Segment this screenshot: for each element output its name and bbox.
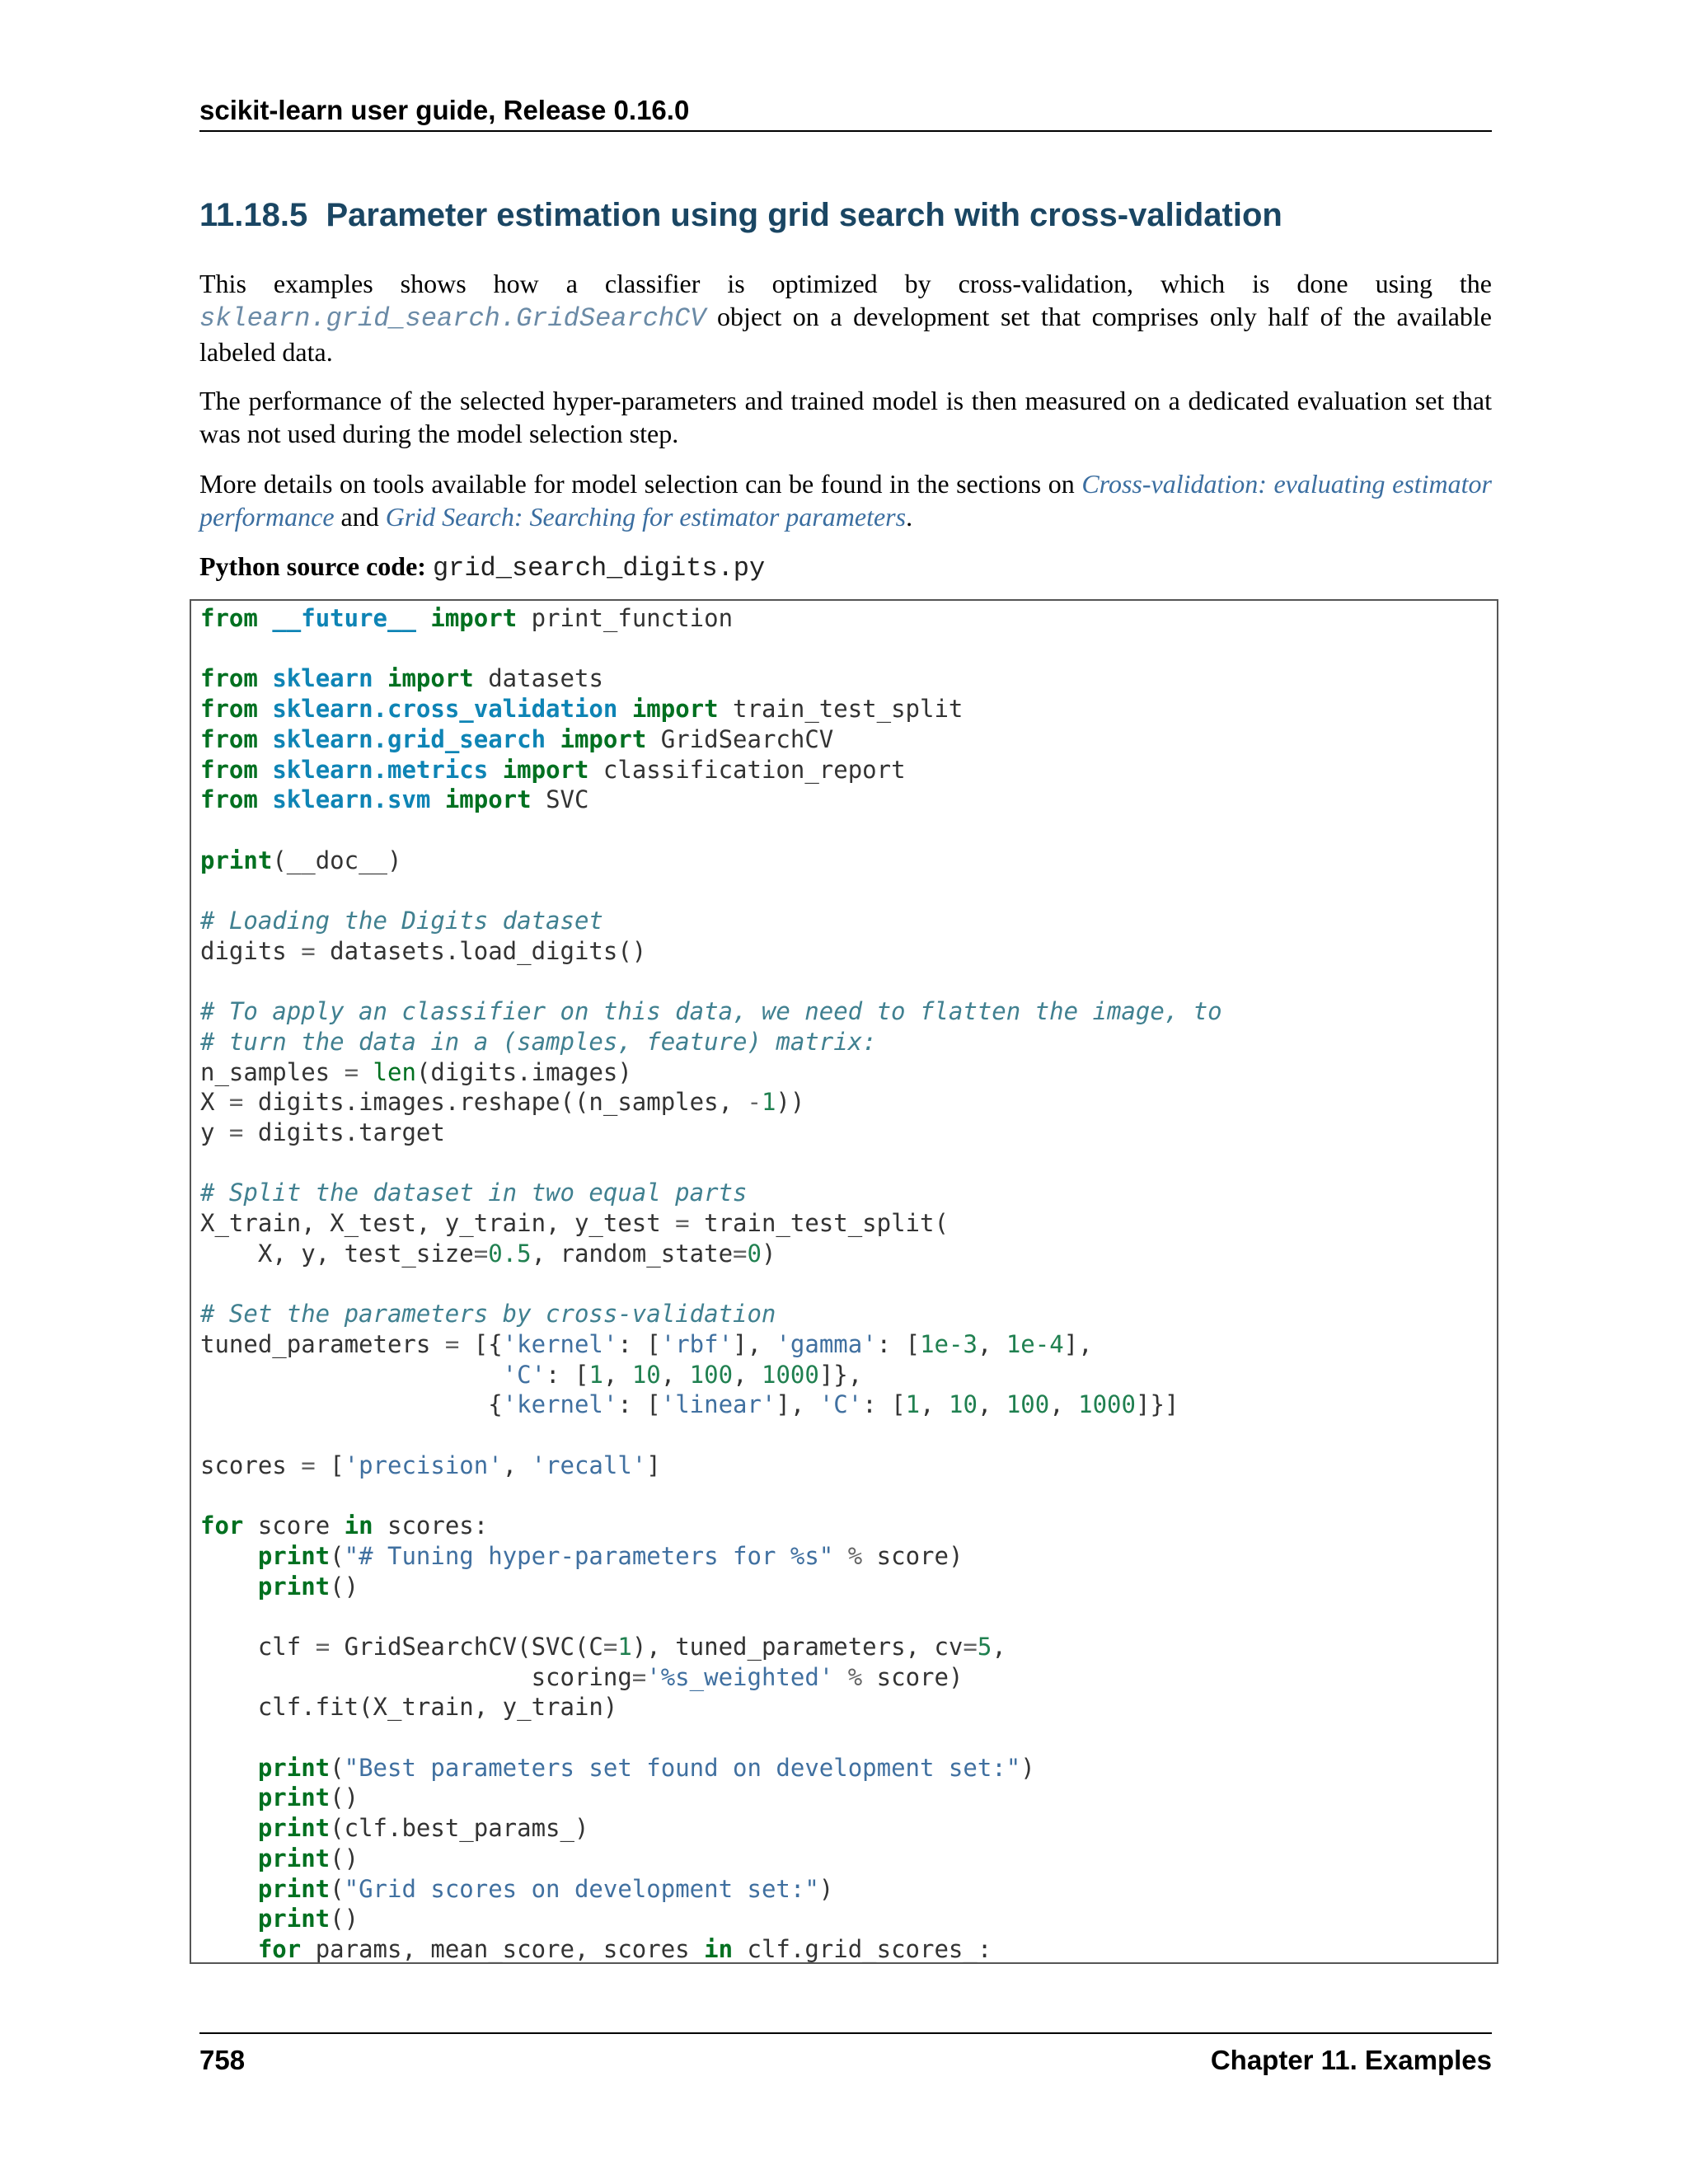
keyword: from — [200, 755, 258, 784]
keyword: import — [430, 604, 518, 632]
code-line — [200, 1361, 862, 1389]
code-text: X — [200, 1088, 229, 1117]
code-text: scores: — [373, 1511, 489, 1540]
string: 'gamma' — [776, 1329, 877, 1358]
code-text: ]}] — [1135, 1390, 1179, 1419]
operator: % — [847, 1662, 863, 1691]
code-text: : [ — [862, 1390, 906, 1419]
keyword: for — [200, 1511, 244, 1540]
code-text: digits — [200, 936, 302, 965]
string: 'C' — [502, 1360, 546, 1389]
keyword: import — [631, 695, 719, 724]
number: 1e-3 — [920, 1329, 978, 1358]
code-text: (digits.images) — [415, 1057, 632, 1086]
code-line — [200, 1693, 617, 1721]
module-name: sklearn — [272, 664, 373, 693]
code-text: { — [200, 1390, 503, 1419]
code-text: , random_state — [531, 1239, 734, 1268]
keyword: print — [257, 1844, 331, 1872]
code-text: clf.grid_scores_: — [733, 1934, 992, 1963]
operator: = — [963, 1632, 978, 1661]
code-line — [200, 785, 588, 813]
code-text: , — [977, 1390, 1006, 1419]
code-line — [200, 664, 603, 692]
code-block — [190, 599, 1498, 1964]
module-name: __future__ — [272, 604, 416, 632]
code-line — [200, 604, 733, 632]
code-text: tuned_parameters — [200, 1329, 445, 1358]
code-text: datasets — [473, 664, 603, 693]
code-text: : [ — [876, 1329, 921, 1358]
code-line — [200, 756, 906, 784]
code-text — [833, 1542, 847, 1570]
code-text — [200, 1905, 258, 1933]
code-text: y — [200, 1118, 229, 1146]
keyword: for — [257, 1934, 302, 1963]
code-line — [200, 1844, 359, 1872]
string: "# Tuning hyper-parameters for %s" — [344, 1541, 834, 1570]
code-text: (clf.best_params_) — [330, 1814, 589, 1843]
code-text: , — [502, 1451, 532, 1479]
code-text: clf.fit(X_train, y_train) — [200, 1693, 618, 1722]
code-line — [200, 1028, 877, 1056]
string: 'linear' — [660, 1390, 776, 1419]
code-text: ] — [646, 1451, 661, 1479]
number: 10 — [948, 1390, 978, 1419]
operator: = — [344, 1057, 359, 1086]
code-text — [833, 1663, 847, 1691]
keyword: from — [200, 724, 258, 753]
code-text: GridSearchCV(SVC(C — [330, 1632, 603, 1661]
string: 'rbf' — [660, 1329, 734, 1358]
code-text: X_train, X_test, y_train, y_test — [200, 1209, 676, 1238]
code-text: score) — [862, 1662, 964, 1691]
code-text: params, mean_score, scores — [301, 1934, 705, 1963]
code-text: ) — [818, 1874, 834, 1903]
keyword: print — [257, 1572, 331, 1601]
code-line — [200, 846, 401, 874]
performance-text: The performance of the selected hyper-parameters and trained model is then measured on a dedicated evaluation set that was not used during the model selection step. — [199, 386, 1492, 448]
code-text — [258, 785, 272, 813]
keyword: print — [257, 1753, 331, 1782]
comment: # Set the parameters by cross-validation — [200, 1300, 776, 1329]
keyword: from — [200, 604, 258, 632]
code-text — [430, 785, 444, 813]
code-text: classification_report — [588, 755, 906, 784]
string: "Grid scores on development set:" — [344, 1874, 819, 1903]
code-text: clf — [200, 1632, 316, 1661]
code-text: ) — [1020, 1753, 1035, 1782]
code-text — [258, 695, 272, 723]
code-text: , — [603, 1360, 632, 1389]
code-text: digits.target — [243, 1118, 445, 1146]
comment: # To apply an classifier on this data, we need to flatten the image, to — [200, 997, 1222, 1026]
operator: % — [847, 1541, 863, 1570]
number: 100 — [689, 1360, 734, 1389]
code-text: , — [733, 1360, 762, 1389]
number: 100 — [1006, 1390, 1050, 1419]
code-text: SVC — [531, 785, 589, 814]
keyword: print — [257, 1814, 331, 1843]
code-text: n_samples — [200, 1057, 345, 1086]
page-header — [199, 92, 1492, 132]
operator: = — [675, 1209, 690, 1238]
operator: = — [444, 1329, 460, 1358]
builtin: len — [373, 1057, 416, 1086]
number: 5 — [977, 1632, 992, 1661]
code-text — [200, 1542, 258, 1570]
details-text-2: and — [334, 502, 386, 532]
number: 10 — [631, 1360, 661, 1389]
code-text — [200, 1572, 258, 1601]
operator: = — [228, 1088, 244, 1117]
comment: # Split the dataset in two equal parts — [200, 1179, 748, 1207]
code-text: ]}, — [818, 1360, 863, 1389]
code-line — [200, 1088, 804, 1116]
string: 'kernel' — [502, 1329, 618, 1358]
code-text — [488, 756, 502, 784]
grid-search-link[interactable]: Grid Search: Searching for estimator parameters — [385, 502, 907, 532]
code-text — [258, 604, 272, 632]
section-heading-text: Parameter estimation using grid search with cross-validation — [326, 197, 1282, 233]
code-text — [373, 664, 387, 692]
operator: = — [603, 1632, 618, 1661]
keyword: import — [560, 724, 647, 753]
code-text: , — [920, 1390, 949, 1419]
code-text — [359, 1058, 373, 1086]
code-text: )) — [776, 1088, 805, 1117]
operator: = — [631, 1662, 647, 1691]
code-text — [617, 695, 631, 723]
details-text-1: More details on tools available for model selection can be found in the sections on — [199, 469, 1082, 499]
intro-text-2: object on a development set that comprises only half of the available labeled data. — [199, 302, 1492, 367]
code-listing — [191, 601, 1497, 1964]
page-number: 758 — [199, 2045, 246, 2075]
code-text: scoring — [200, 1662, 632, 1691]
code-text: : [ — [617, 1390, 661, 1419]
code-text: , — [660, 1360, 690, 1389]
source-label: Python source code: — [199, 551, 426, 581]
operator: = — [315, 1632, 331, 1661]
code-line — [200, 1209, 949, 1237]
string: 'precision' — [344, 1451, 503, 1479]
code-text — [258, 756, 272, 784]
string: "Best parameters set found on development set:" — [344, 1753, 1021, 1782]
code-text: datasets.load_digits() — [315, 936, 647, 965]
code-line — [200, 937, 646, 965]
code-text: ], — [733, 1329, 776, 1358]
comment: # turn the data in a (samples, feature) matrix: — [200, 1027, 877, 1056]
running-title: scikit-learn user guide, Release 0.16.0 — [199, 95, 690, 125]
module-name: sklearn.grid_search — [272, 724, 546, 753]
code-text: train_test_split( — [689, 1209, 949, 1238]
string: '%s_weighted' — [646, 1662, 834, 1691]
operator: = — [473, 1239, 489, 1268]
keyword: from — [200, 785, 258, 814]
code-line — [200, 1451, 661, 1479]
number: 1e-4 — [1006, 1329, 1064, 1358]
code-text: : [ — [546, 1360, 589, 1389]
keyword: in — [344, 1511, 373, 1540]
operator: = — [301, 1451, 316, 1479]
code-text: X, y, test_size — [200, 1239, 474, 1268]
code-line — [200, 1633, 1006, 1661]
code-line — [200, 1542, 963, 1570]
code-text: (__doc__) — [272, 846, 402, 874]
code-text — [416, 604, 430, 632]
code-line — [200, 1330, 1093, 1358]
details-text-3: . — [906, 502, 913, 532]
code-text: , — [977, 1329, 1006, 1358]
code-text: ( — [330, 1541, 345, 1570]
page-footer — [199, 2032, 1492, 2079]
code-text: digits.images.reshape((n_samples, — [243, 1088, 748, 1117]
intro-paragraph — [199, 267, 1492, 368]
code-text: ], — [776, 1390, 819, 1419]
keyword: print — [257, 1541, 331, 1570]
keyword: print — [200, 846, 273, 874]
code-line — [200, 695, 963, 723]
number: 1 — [588, 1360, 603, 1389]
code-line — [200, 1814, 588, 1842]
number: 0 — [747, 1239, 762, 1268]
comment: # Loading the Digits dataset — [200, 907, 603, 935]
keyword: print — [257, 1783, 331, 1812]
code-line — [200, 997, 1222, 1025]
intro-text-1: This examples shows how a classifier is optimized by cross-validation, which is done using the — [199, 269, 1492, 298]
number: 0.5 — [488, 1239, 532, 1268]
code-line — [200, 1754, 1035, 1782]
section-title — [199, 193, 1492, 237]
code-line — [200, 1572, 359, 1601]
performance-paragraph — [199, 384, 1492, 450]
keyword: in — [704, 1934, 734, 1963]
code-line — [200, 1240, 776, 1268]
code-line — [200, 907, 603, 935]
operator: = — [733, 1239, 748, 1268]
code-text: : [ — [617, 1329, 661, 1358]
string: 'kernel' — [502, 1390, 618, 1419]
code-text: [ — [315, 1451, 345, 1479]
string: 'C' — [818, 1390, 863, 1419]
code-text: ( — [330, 1874, 345, 1903]
code-line — [200, 1663, 963, 1691]
operator: = — [301, 936, 316, 965]
keyword: import — [444, 785, 532, 814]
section-number: 11.18.5 — [199, 197, 308, 233]
code-line — [200, 1875, 833, 1903]
code-text — [200, 1875, 258, 1903]
code-line — [200, 1935, 992, 1963]
string: 'recall' — [531, 1451, 647, 1479]
code-text — [258, 725, 272, 753]
number: 1 — [761, 1088, 776, 1117]
code-text: , — [992, 1632, 1006, 1661]
operator: - — [747, 1088, 762, 1117]
gridsearchcv-reference-link[interactable]: sklearn.grid_search.GridSearchCV — [199, 303, 706, 334]
code-text — [258, 664, 272, 692]
code-text: score) — [862, 1541, 964, 1570]
code-text: train_test_split — [718, 695, 964, 724]
keyword: from — [200, 695, 258, 724]
code-line — [200, 725, 833, 753]
code-text — [200, 1361, 503, 1389]
code-text: ), tuned_parameters, cv — [631, 1632, 964, 1661]
code-text — [200, 1783, 258, 1811]
code-line — [200, 1390, 1179, 1418]
code-line — [200, 1058, 632, 1086]
source-filename: grid_search_digits.py — [432, 553, 766, 583]
code-line — [200, 1511, 488, 1540]
source-code-label — [199, 550, 1492, 585]
number: 1 — [905, 1390, 921, 1419]
code-line — [200, 1179, 747, 1207]
code-text: ], — [1063, 1329, 1093, 1358]
code-text — [200, 1754, 258, 1782]
code-text: ( — [330, 1753, 345, 1782]
code-line — [200, 1118, 445, 1146]
module-name: sklearn.svm — [272, 785, 431, 814]
code-text: , — [1049, 1390, 1079, 1419]
code-text: GridSearchCV — [646, 724, 834, 753]
code-text: print_function — [517, 604, 734, 632]
chapter-title: Chapter 11. Examples — [1210, 2045, 1492, 2075]
code-text: () — [330, 1905, 359, 1933]
code-text — [200, 1935, 258, 1963]
number: 1 — [617, 1632, 632, 1661]
code-text — [546, 725, 560, 753]
number: 1000 — [1078, 1390, 1136, 1419]
module-name: sklearn.cross_validation — [272, 695, 618, 724]
keyword: print — [257, 1874, 331, 1903]
keyword: print — [257, 1905, 331, 1933]
code-line — [200, 1300, 776, 1328]
keyword: import — [502, 755, 589, 784]
code-line — [200, 1783, 359, 1811]
details-paragraph — [199, 467, 1492, 533]
code-line — [200, 1905, 359, 1933]
code-text: () — [330, 1572, 359, 1601]
code-text: ) — [761, 1239, 776, 1268]
module-name: sklearn.metrics — [272, 755, 489, 784]
operator: = — [228, 1118, 244, 1146]
code-text: scores — [200, 1451, 302, 1479]
code-text: [{ — [459, 1329, 503, 1358]
code-text — [200, 1844, 258, 1872]
cross-validation-link[interactable]: Cross-validation: evaluating estimator performance — [199, 469, 1493, 532]
number: 1000 — [761, 1360, 819, 1389]
code-text: () — [330, 1783, 359, 1812]
code-text — [200, 1814, 258, 1842]
code-text: score — [243, 1511, 345, 1540]
code-text: () — [330, 1844, 359, 1872]
keyword: import — [387, 664, 474, 693]
keyword: from — [200, 664, 258, 693]
